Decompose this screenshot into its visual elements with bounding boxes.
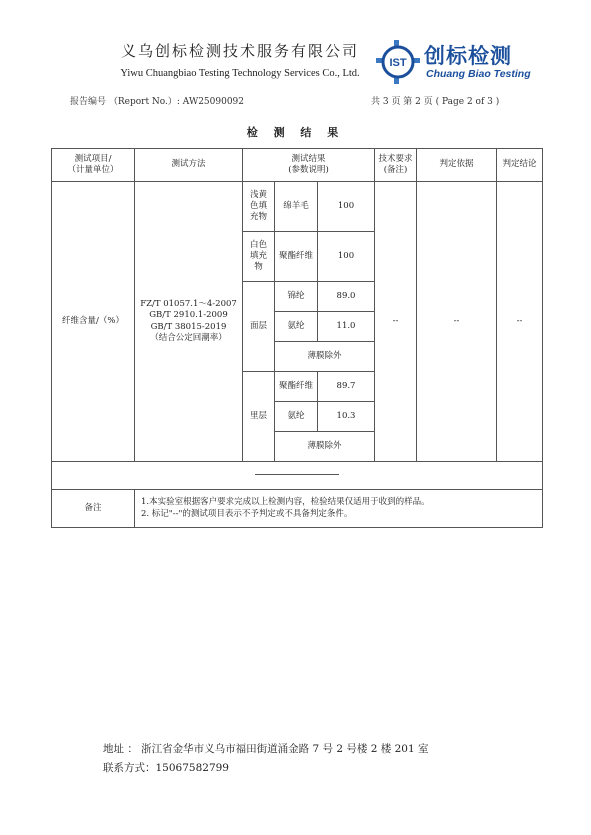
test-method-cell: FZ/T 01057.1～4-2007 GB/T 2910.1-2009 GB/T 38015-2019 （结合公定回潮率） <box>135 182 243 462</box>
logo-text-cn: 创标检测 <box>424 44 512 68</box>
results-table <box>51 148 543 528</box>
fiber-name-cell: 氨纶 <box>275 312 318 342</box>
ist-logo-icon <box>376 40 420 84</box>
footer-contact: 联系方式：15067582799 <box>103 762 229 774</box>
header-basis: 判定依据 <box>417 149 497 182</box>
divider-line <box>255 474 339 475</box>
conclusion-cell: -- <box>497 182 543 462</box>
remark-line: 1.本实验室根据客户要求完成以上检测内容，检验结果仅适用于收到的样品。 <box>141 497 430 508</box>
fiber-value-cell: 100 <box>318 232 375 282</box>
fiber-value-cell: 89.0 <box>318 282 375 312</box>
fiber-name-cell: 氨纶 <box>275 402 318 432</box>
page-info: 共 3 页 第 2 页 ( Page 2 of 3 ) <box>371 97 500 107</box>
fiber-value-cell: 11.0 <box>318 312 375 342</box>
remarks-content <box>135 490 543 528</box>
section-title: 检 测 结 果 <box>246 126 345 139</box>
remark-line: 2. 标记"--"的测试项目表示不予判定或不具备判定条件。 <box>141 508 353 519</box>
basis-cell: -- <box>417 182 497 462</box>
part-name-cell: 浅黄色填充物 <box>243 182 275 232</box>
remarks-label: 备注 <box>52 490 135 528</box>
exclusion-note-cell: 薄膜除外 <box>275 432 375 462</box>
report-number: 报告编号 （Report No.）: AW25090092 <box>70 97 245 107</box>
logo-text-en: Chuang Biao Testing <box>426 68 531 80</box>
table-row <box>52 182 543 232</box>
remarks-row <box>52 490 543 528</box>
end-divider <box>52 462 543 490</box>
company-name-cn: 义乌创标检测技术服务有限公司 <box>120 42 359 60</box>
header-item: 测试项目/ （计量单位） <box>52 149 135 182</box>
part-name-cell: 里层 <box>243 372 275 462</box>
header-method: 测试方法 <box>135 149 243 182</box>
company-name-en: Yiwu Chuangbiao Testing Technology Services Co., Ltd. <box>120 68 360 79</box>
part-name-cell: 白色填充物 <box>243 232 275 282</box>
exclusion-note-cell: 薄膜除外 <box>275 342 375 372</box>
test-item-cell: 纤维含量/（%） <box>52 182 135 462</box>
fiber-value-cell: 10.3 <box>318 402 375 432</box>
company-logo <box>376 40 536 84</box>
requirement-cell: -- <box>375 182 417 462</box>
fiber-value-cell: 89.7 <box>318 372 375 402</box>
fiber-value-cell: 100 <box>318 182 375 232</box>
table-divider-row <box>52 462 543 490</box>
footer-address: 地址 ： 浙江省金华市义乌市福田街道涌金路 7 号 2 号楼 2 楼 201 室 <box>103 743 429 755</box>
table-header-row <box>52 149 543 182</box>
fiber-name-cell: 绵羊毛 <box>275 182 318 232</box>
logo-badge-text: IST <box>389 57 407 69</box>
part-name-cell: 面层 <box>243 282 275 372</box>
fiber-name-cell: 锦纶 <box>275 282 318 312</box>
fiber-name-cell: 聚酯纤维 <box>275 232 318 282</box>
header-result: 测试结果 (参数说明) <box>243 149 375 182</box>
header-conclusion: 判定结论 <box>497 149 543 182</box>
fiber-name-cell: 聚酯纤维 <box>275 372 318 402</box>
header-requirement: 技术要求 (备注) <box>375 149 417 182</box>
